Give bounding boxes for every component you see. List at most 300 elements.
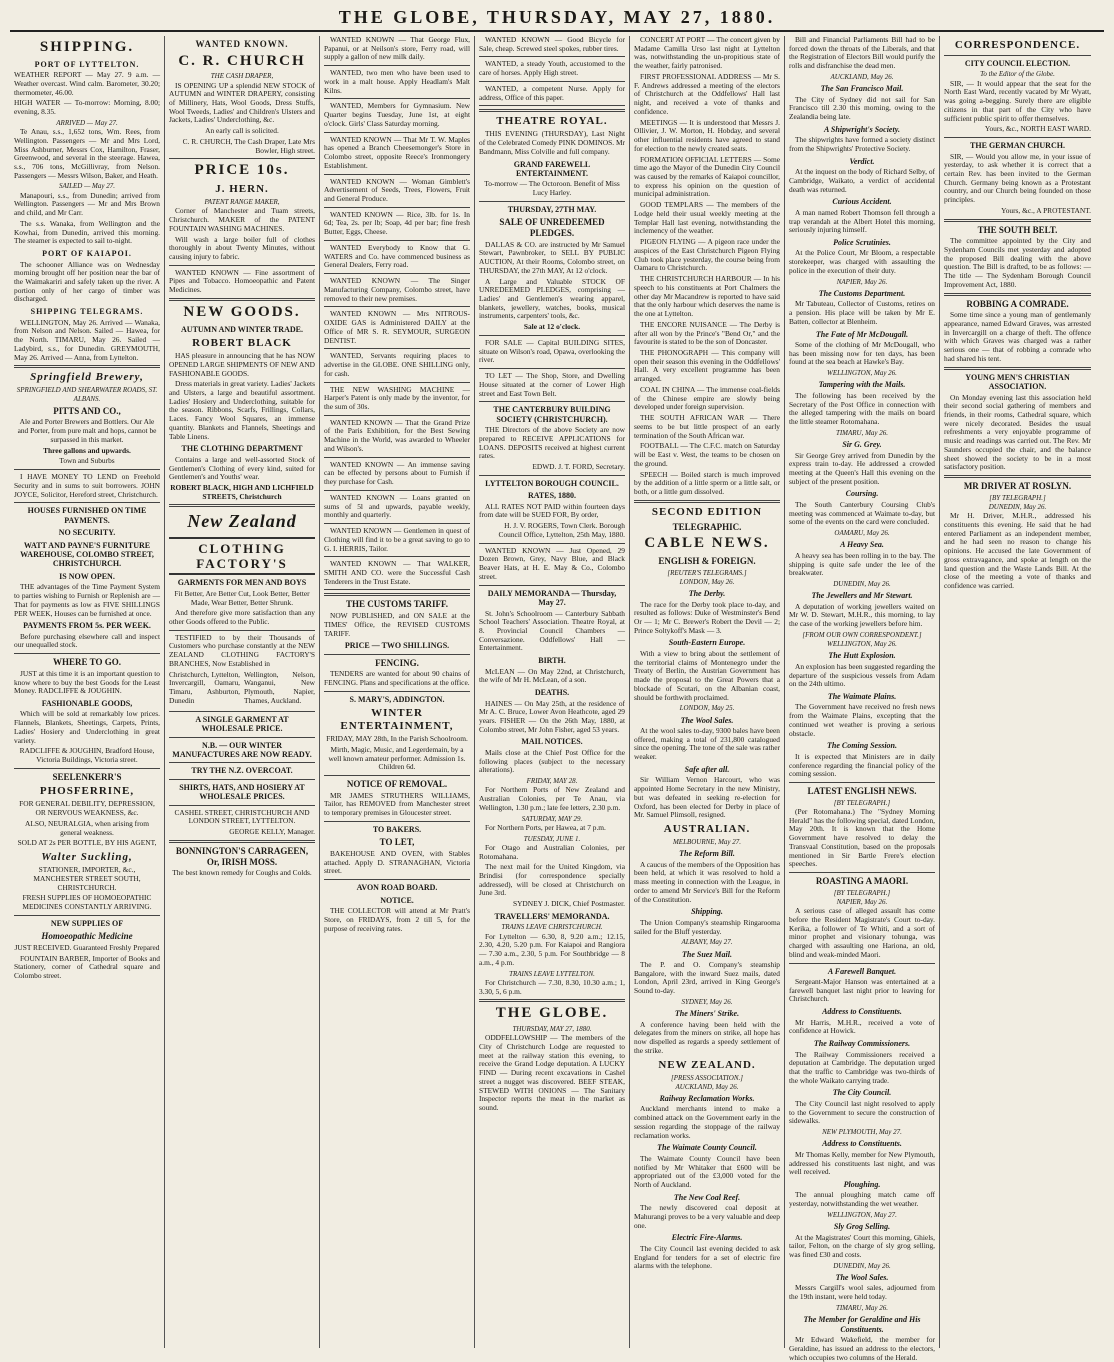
police-heading: Police Scrutinies. bbox=[833, 238, 891, 248]
news-para-7: THE ENCORE NUISANCE — The Derby is after all won by the Prince's "Bend Or," and the favourite is stated to be the son of Doncaster. bbox=[634, 319, 780, 347]
col3-wanted-ad: THE NEW WASHING MACHINE — Harper's Patent is only made by the inventor, for the sum of 30s. bbox=[324, 384, 470, 411]
constit-heading: Address to Constituents. bbox=[822, 1139, 902, 1149]
own-corr: [FROM OUR OWN CORRESPONDENT.] bbox=[802, 630, 922, 639]
deaths-text: HAINES — On May 25th, at the residence of Mr A. C. Bruce, Lower Avon Heathcote, aged 29 years. FISHER — On the 26th May, 1880, at Colombo street, Mr John Fisher, aged 53 years. bbox=[479, 698, 625, 734]
derby-text: The race for the Derby took place to-day, and resulted as follows: Duke of Westminster's Bend Or — 1; Mr C. Brewer's Robert the Devil — 2; Prince Soltykoff's Mask — 3. bbox=[634, 599, 780, 635]
auckland26-date: AUCKLAND, May 26. bbox=[830, 72, 894, 81]
english-heading: ENGLISH & FOREIGN. bbox=[658, 555, 756, 566]
grey-heading: Sir G. Grey. bbox=[842, 440, 882, 450]
tuesday-heading: TUESDAY, JUNE 1. bbox=[523, 834, 581, 843]
southbelt-text: The committee appointed by the City and Sydenham Councils met yesterday and adopted the proposed Bill dealing with the above question. The Bill is drafted, to be as follows: — The title — The Sydenham Borough Council Improvement Act, 1880. bbox=[944, 236, 1091, 289]
church-heading: C. R. CHURCH bbox=[178, 52, 306, 69]
railway-heading: Railway Reclamation Works. bbox=[659, 1094, 755, 1103]
column-4 bbox=[475, 36, 630, 1348]
welly-nz-date: WELLINGTON, May 26. bbox=[827, 640, 897, 649]
church-text: IS OPENING UP a splendid NEW STOCK of AUTUMN and WINTER DRAPERY, consisting of Millinery, Hats, Wool Goods, Dress Stuffs, Wool Tweeds, Ladies' and Children's Ulsters and Jackets, Ladies' Underclothing, &c. bbox=[169, 80, 315, 125]
news-para-9: COAL IN CHINA — The immense coal-fields of the Chinese empire are slowly being developed under foreign supervision. bbox=[634, 384, 780, 412]
heavy-text: A heavy sea has been rolling in to the bay. The shipping is quite safe under the lee of the breakwater. bbox=[789, 550, 935, 578]
cashel-address: CASHEL STREET, CHRISTCHURCH AND LONDON STREET, LYTTELTON. bbox=[174, 807, 310, 826]
bonnington-heading: BONNINGTON'S CARRAGEEN, Or, IRISH MOSS. bbox=[175, 845, 309, 867]
testified-text: TESTIFIED to by their Thousands of Customers who purchase constantly at the NEW ZEALAND CLOTHING FACTORY'S BRANCHES, Now Established in bbox=[169, 632, 315, 668]
lyttelton-trains-text: For Christchurch — 7.30, 8.30, 10.30 a.m.; 1, 3.30, 5, 6 p.m. bbox=[479, 977, 625, 996]
grand-heading: GRAND FAREWELL ENTERTAINMENT. bbox=[513, 159, 591, 179]
sites-ad: FOR SALE — Capital BUILDING SITES, situate on Wilson's road, Opawa, overlooking the river. bbox=[479, 337, 625, 365]
news-para-12: SPEECH — Boiled starch is much improved by the addition of a little sperm or a little salt, or both, or a little gum dissolved. bbox=[634, 469, 780, 496]
sailed-heading: SAILED — May 27. bbox=[59, 182, 115, 191]
north-east-sign: Yours, &c., NORTH EAST WARD. bbox=[984, 124, 1091, 134]
bakers-heading: TO BAKERS. bbox=[372, 824, 422, 834]
column-1 bbox=[10, 36, 165, 1348]
robbing-heading: ROBBING A COMRADE. bbox=[966, 298, 1069, 309]
roslyn-heading: MR DRIVER AT ROSLYN. bbox=[963, 481, 1072, 492]
london-date: LONDON, May 26. bbox=[679, 577, 735, 586]
col4-wanted-ad: WANTED, a competent Nurse. Apply for address, Office of this paper. bbox=[479, 83, 625, 102]
coal-text: The newly discovered coal deposit at Mahurangi proves to be a very valuable and deep one. bbox=[634, 1203, 780, 1230]
second-edition-heading: SECOND EDITION bbox=[651, 505, 763, 518]
news-para-3: FORMATION OFFICIAL LETTERS — Some time ago the Mayor of the Dunedin City Council was caused by the remarks of Kaiapoi councillor, to express his opinion on the question of municipal administration. bbox=[634, 154, 780, 199]
port-heading: PORT OF LYTTELTON. bbox=[34, 59, 140, 69]
protestant-sign: Yours, &c., A PROTESTANT. bbox=[1001, 205, 1091, 215]
latest-heading: LATEST ENGLISH NEWS. bbox=[807, 786, 917, 797]
masthead: THE GLOBE, THURSDAY, MAY 27, 1880. bbox=[10, 4, 1104, 32]
gallons: Three gallons and upwards. bbox=[43, 445, 131, 455]
town-suburbs: Town and Suburbs bbox=[59, 456, 115, 466]
black-address: ROBERT BLACK, HIGH AND LICHFIELD STREETS, Christchurch bbox=[170, 483, 314, 501]
railway-comm-heading: The Railway Commissioners. bbox=[813, 1039, 911, 1049]
telegrams-heading: SHIPPING TELEGRAMS. bbox=[30, 307, 144, 317]
news-para-2: MEETINGS — It is understood that Messrs J. Ollivier, J. W. Morton, H. Hobday, and several other influential residents have agreed to stand for election to the newly created seats. bbox=[634, 117, 780, 153]
security: NO SECURITY. bbox=[58, 528, 116, 538]
black-heading: ROBERT BLACK bbox=[192, 337, 292, 350]
col3-wanted-ad: WANTED KNOWN — That Mr T. W. Maples has opened a Branch Cheesemonger's Store in Colombo street, opposite Reece's Ironmongery Establishment. bbox=[324, 134, 470, 170]
nz-heading: New Zealand bbox=[187, 511, 297, 532]
southbelt-heading: THE SOUTH BELT. bbox=[977, 224, 1058, 235]
fencing-heading: FENCING. bbox=[375, 657, 419, 668]
removal-heading: NOTICE OF REMOVAL. bbox=[346, 779, 448, 790]
news-para-5: PIGEON FLYING — A pigeon race under the auspices of the East Christchurch Pigeon Flying Club took place yesterday, the course being from Oamaru to Christchurch. bbox=[634, 237, 780, 273]
explosion-heading: The Hutt Explosion. bbox=[828, 651, 896, 661]
railway-text: Auckland merchants intend to make a combined attack on the Government early in the session regarding the stoppage of the railway reclamation works. bbox=[634, 1104, 780, 1140]
explosion-text: An explosion has been suggested regarding the departure of the suspicious vessels from Adam on the 24th ultimo. bbox=[789, 661, 935, 689]
friday-text: FRIDAY, MAY 28th, In the Parish Schoolroom. bbox=[326, 734, 468, 744]
autumn-heading: AUTUMN AND WINTER TRADE. bbox=[181, 324, 303, 334]
tides: HIGH WATER — To-morrow: Morning, 8.00; evening, 8.35. bbox=[14, 98, 160, 117]
mails-heading: Tampering with the Mails. bbox=[818, 380, 906, 390]
dunedin-date: DUNEDIN, May 26. bbox=[833, 1261, 891, 1270]
saturday-heading: SATURDAY, MAY 29. bbox=[521, 814, 583, 823]
customs-dept-heading: The Customs Department. bbox=[818, 288, 906, 298]
shipping2-heading: Shipping. bbox=[691, 907, 723, 917]
col3-wanted-ad: WANTED, Servants requiring places to advertise in the GLOBE. ONE SHILLING only, for cash. bbox=[324, 351, 470, 378]
election-text: SIR, — It would appear that the seat for the North East Ward, recently vacated by Mr Wyatt, was going a-begging. Surely there are eligible citizens in that part of the City who have sufficient public spirit to offer themselves. bbox=[944, 78, 1091, 123]
constit-text: Mr Thomas Kelly, member for New Plymouth, addressed his constituents last night, and was well received. bbox=[789, 1149, 935, 1177]
press-tag: [PRESS ASSOCIATION.] bbox=[671, 1073, 743, 1082]
bill-text: Bill and Financial Parliaments Bill had to be forced down the throats of the Liberals, and that the Registration of Electors Bill would purify the rolls and disfranchise the dead men. bbox=[789, 35, 935, 71]
arrived-heading: ARRIVED — May 27. bbox=[56, 118, 118, 127]
column-2 bbox=[165, 36, 320, 1348]
waimate-pl-heading: The Waimate Plains. bbox=[827, 692, 897, 701]
col4-wanted-ad: WANTED, a steady Youth, accustomed to the care of horses. Apply High street. bbox=[479, 59, 625, 78]
plymouth-date: NEW PLYMOUTH, May 27. bbox=[822, 1128, 902, 1137]
wool-heading: The Wool Sales. bbox=[680, 715, 734, 725]
session-text: It is expected that Ministers are in daily conference regarding the financial policy of the coming session. bbox=[789, 751, 935, 779]
fire-text: The City Council last evening decided to ask England for tenders for a set of electric fire alarms with the telephone. bbox=[634, 1243, 780, 1271]
watt-heading: WATT AND PAYNE'S FURNITURE WAREHOUSE, COLOMBO STREET, CHRISTCHURCH. bbox=[20, 540, 154, 569]
cable-heading: CABLE NEWS. bbox=[644, 535, 770, 552]
friday-mail-heading: FRIDAY, MAY 28. bbox=[526, 777, 578, 786]
column-3 bbox=[320, 36, 475, 1348]
wool-text: At the wool sales to-day, 9300 bales have been offered, making a total of 231,800 catalogued since the opening. The tone of the sale was rather weaker. bbox=[634, 726, 780, 762]
towns-list-2: Wellington, Nelson, Wanganui, New Plymouth, Napier, Thames, Auckland. bbox=[244, 669, 315, 705]
waimate-pl-text: The Government have received no fresh news from the Waimate Plains, excepting that the continued wet weather is proving a serious obstacle. bbox=[789, 702, 935, 738]
roasting-text: A serious case of alleged assault has come before the Resident Magistrate's Court to-day. Kerika, a follower of Te Whiti, and a sort of minor prophet and visionary tohunga, was charged with assaulting one Hariona, an old, blind and weak-minded Maori. bbox=[789, 906, 935, 959]
member-text: Mr Edward Wakefield, the member for Geraldine, has issued an address to the electors, which occupies two columns of the Herald. bbox=[789, 1335, 935, 1362]
where-heading: WHERE TO GO. bbox=[53, 657, 121, 668]
friday-detail: Mirth, Magic, Music, and Legerdemain, by a well known amateur performer. Admission 1s. Children 6d. bbox=[328, 744, 466, 772]
europe-heading: South-Eastern Europe. bbox=[668, 638, 746, 648]
verdict-heading: Verdict. bbox=[849, 156, 875, 166]
news-para-11: FOOTBALL — The C.F.C. match on Saturday will be East v. West, the teams to be chosen on the ground. bbox=[634, 441, 780, 468]
canterbury-heading: THE CANTERBURY BUILDING SOCIETY (CHRISTCHURCH). bbox=[493, 405, 611, 424]
plough-heading: Ploughing. bbox=[843, 1179, 881, 1189]
waimate-heading: The Waimate County Council. bbox=[657, 1143, 757, 1153]
draper-sub: THE CASH DRAPER, bbox=[210, 72, 274, 81]
theatre-heading: THEATRE ROYAL. bbox=[496, 115, 608, 128]
jewellers-text: A deputation of working jewellers waited on Mr W. D. Stewart, M.H.R., this morning, to lay the case of the working jewellers before him. bbox=[789, 601, 935, 629]
kaiapoi-heading: PORT OF KAIAPOI. bbox=[42, 249, 132, 259]
safe-text: Sir William Vernon Harcourt, who was appointed Home Secretary in the new Ministry, but was defeated in seeking re-election for Oxford, has been elected for Derby in place of Mr. Samuel Plimsoll, resigned. bbox=[634, 775, 780, 820]
dick-postmaster: SYDNEY J. DICK, Chief Postmaster. bbox=[512, 899, 625, 909]
early-call: An early call is solicited. bbox=[205, 126, 279, 136]
globe-date: THURSDAY, MAY 27, 1880. bbox=[512, 1024, 592, 1033]
col4-ads-list bbox=[479, 36, 625, 106]
theatre-text: THIS EVENING (THURSDAY), Last Night of the Celebrated Comedy PINK DOMINOS. Mr Bandmann, Miss Colville and full company. bbox=[479, 129, 625, 156]
police-text: At the Police Court, Mr Bloom, a respectable storekeeper, was charged with assaulting the police in the execution of their duty. bbox=[789, 248, 935, 275]
hern-text: Corner of Manchester and Tuam streets, Christchurch. MAKER of the PATENT FOUNTAIN WASHING MACHINES. bbox=[169, 206, 315, 233]
news-para-4: GOOD TEMPLARS — The members of the Lodge held their usual weekly meeting at the Templar Hall last evening, notwithstanding the inclemency of the weather. bbox=[634, 200, 780, 236]
coursing-heading: Coursing. bbox=[845, 489, 879, 499]
derby-heading: The Derby. bbox=[688, 589, 726, 599]
fit-list: Fit Better, Are Better Cut, Look Better, Better Made, Wear Better, Better Shrunk. bbox=[174, 588, 310, 607]
auckland-date: AUCKLAND, May 26. bbox=[675, 1082, 739, 1091]
customs-dept-text: Mr Tabuteau, Collector of Customs, retires on a pension. His place will be taken by Mr E. Batten, collector at Blenheim. bbox=[789, 299, 935, 326]
reform-text: A caucus of the members of the Opposition has been held, at which it was resolved to hold a mass meeting in connection with the League, in order to amend Mr Service's Bill for the Reform of the Constitution. bbox=[634, 859, 780, 904]
ymca-heading: YOUNG MEN'S CHRISTIAN ASSOCIATION. bbox=[965, 372, 1070, 392]
verdict-text: At the inquest on the body of Richard Selby, of Cambridge, Waikato, a verdict of accidental death was returned. bbox=[789, 167, 935, 194]
news-para-10: THE SOUTH AFRICAN WAR — There seems to be but little prospect of an early termination of the South African war. bbox=[634, 413, 780, 440]
deaths-heading: DEATHS. bbox=[534, 688, 570, 698]
suez-heading: The Suez Mail. bbox=[681, 949, 732, 959]
address-heading: Address to Constituents. bbox=[822, 1007, 902, 1017]
council-heading: The City Council. bbox=[832, 1088, 892, 1098]
europe-text: With a view to bring about the settlement of the territorial claims of Montenegro under the Treaty of Berlin, the Austrian Government has made the proposal to the Great Powers that a blockade of Scutari, on the Albanian coast, should be forthwith proclaimed. bbox=[634, 648, 780, 702]
customs-heading: THE CUSTOMS TARIFF. bbox=[346, 599, 448, 610]
timaru-date: TIMARU, May 26. bbox=[835, 1303, 889, 1312]
col3-wanted-ad: WANTED KNOWN — That the Grand Prize of the Paris Exhibition, for the Best Sewing Machine in the World, was awarded to Wheeler and Wilson's. bbox=[324, 417, 470, 453]
wanted-hats: WANTED KNOWN — Just Opened, 29 Dozen Brown, Grey, Navy Blue, and Black Beaver Hats, at H. E. May & Co., Colombo street. bbox=[479, 545, 625, 581]
news-para-6: THE CHRISTCHURCH HARBOUR — In his speech to his constituents at Port Chalmers the other day Mr Macandrew is reported to have said that the only harbour which deserves the name is the one at Lyttelton. bbox=[634, 274, 780, 319]
roslyn-by: [BY TELEGRAPH.] bbox=[989, 493, 1046, 502]
welly26-date: WELLINGTON, May 26. bbox=[827, 369, 897, 378]
telegraphic-heading: TELEGRAPHIC. bbox=[672, 521, 742, 532]
fit-text: And therefore give more satisfaction than any other Goods offered to the Public. bbox=[169, 608, 315, 627]
timaru26-date: TIMARU, May 26. bbox=[835, 428, 889, 437]
ford-secretary: EDWD. J. T. FORD, Secretary. bbox=[532, 462, 625, 472]
news-para-8: THE PHONOGRAPH — This company will open their season this evening in the Oddfellows' Hall. A very excellent programme has been arranged. bbox=[634, 347, 780, 384]
mcdougall-text: Some of the clothing of Mr McDougall, who has been missing now for ten days, has been found at the sea beach at Hawke's Bay. bbox=[789, 339, 935, 367]
customs-text: NOW PUBLISHED, and ON SALE at the TIMES' Office, the REVISED CUSTOMS TARIFF. bbox=[324, 611, 470, 638]
pitts-heading: PITTS AND CO., bbox=[53, 405, 121, 416]
sold-text: SOLD AT 2s PER BOTTLE, BY HIS AGENT, bbox=[17, 838, 157, 848]
roasting-by: [BY TELEGRAPH.] bbox=[833, 888, 891, 897]
miners-heading: The Miners' Strike. bbox=[674, 1009, 740, 1019]
brewery-sub: SPRINGFIELD AND SHEARWATER ROADS, ST. ALBANS. bbox=[16, 386, 158, 403]
rates-text: ALL RATES NOT PAID within fourteen days from date will be SUED FOR, By order, bbox=[479, 501, 625, 520]
seel-heading: SEELENKERR'S bbox=[52, 771, 122, 782]
oamaru-date: OAMARU, May 26. bbox=[834, 529, 890, 538]
shirts-heading: SHIRTS, HATS, AND HOSIERY AT WHOLESALE PRICES. bbox=[179, 782, 305, 802]
memoranda-heading: DAILY MEMORANDA — Thursday, May 27. bbox=[487, 588, 617, 608]
joyce-ad: I HAVE MONEY TO LEND on Freehold Security and in sums to suit borrowers. JOHN JOYCE, Solicitor, Hereford street, Christchurch. bbox=[14, 472, 160, 499]
col4-wanted-ad: WANTED KNOWN — Good Bicycle for Sale, cheap. Screwed steel spokes, rubber tires. bbox=[479, 35, 625, 53]
fire-heading: Electric Fire-Alarms. bbox=[671, 1233, 743, 1243]
col3-wanted-ad: WANTED KNOWN — That George Flux, Papanui, or at Neilson's store, Ferry road, will supply a gallon of new milk daily. bbox=[324, 35, 470, 62]
newzealand-heading: NEW ZEALAND. bbox=[658, 1058, 756, 1071]
farewell-heading: A Farewell Banquet. bbox=[827, 966, 897, 976]
factory-heading: CLOTHING FACTORY'S bbox=[169, 537, 315, 576]
column-7 bbox=[940, 36, 1095, 1348]
bakehouse-text: BAKEHOUSE AND OVEN, with Stables attached. Apply D. STRANAGHAN, Victoria street. bbox=[324, 848, 470, 876]
marys-heading: S. MARY'S, ADDINGTON. bbox=[349, 694, 445, 704]
tuesday-text: For Otago and Australian Colonies, per Rotomahana. bbox=[479, 842, 625, 861]
fashion-text: Which will be sold at remarkably low prices. Flannels, Blankets, Sheetings, Carpets, Prints, Ladies' Hosiery and Underclothing in great variety. bbox=[14, 709, 160, 745]
coursing-text: The South Canterbury Coursing Club's meeting was commenced at Waimate to-day, but some of the events on the card were concluded. bbox=[789, 499, 935, 527]
black-text: HAS pleasure in announcing that he has NOW OPENED LARGE SHIPMENTS OF NEW AND FASHIONABLE GOODS. bbox=[169, 351, 315, 378]
sly-text: At the Magistrates' Court this morning, Ghiels, tailor, Felton, on the charge of sly grog selling, was fined £30 and costs. bbox=[789, 1232, 935, 1260]
towns-list-1: Christchurch, Lyttelton, Invercargill, Oamaru, Timaru, Ashburton, Dunedin bbox=[169, 669, 240, 705]
german-text: SIR, — Would you allow me, in your issue of yesterday, to ask whether it is correct that a certain Rev. has been invited to the German Church. Germany being known as a Protestant country, and our Church being founded on those principles. bbox=[944, 151, 1091, 205]
shipping-heading: SHIPPING. bbox=[39, 39, 135, 55]
birth-text: McLEAN — On May 22nd, at Christchurch, the wife of Mr H. McLean, of a son. bbox=[479, 666, 625, 685]
melbourne-date: MELBOURNE, May 27. bbox=[672, 838, 742, 847]
week-heading: PAYMENTS FROM 5s. PER WEEK. bbox=[23, 621, 151, 631]
kaiapoi-text: The schooner Alliance was on Wednesday morning brought off her position near the bar of the Waimakariri and safely taken up the river. A portion only of her cargo of timber was discharged. bbox=[14, 259, 160, 304]
election-heading: CITY COUNCIL ELECTION. bbox=[964, 58, 1071, 68]
borough-heading: LYTTELTON BOROUGH COUNCIL. bbox=[485, 478, 619, 488]
plough-text: The annual ploughing match came off yesterday, notwithstanding the wet weather. bbox=[789, 1190, 935, 1209]
to-editor-1: To the Editor of the Globe. bbox=[980, 70, 1055, 79]
hern-text-2: Will wash a large boiler full of clothes thoroughly in about Twenty Minutes, without causing injury to fabric. bbox=[169, 234, 315, 261]
rates-heading: RATES, 1880. bbox=[527, 491, 577, 501]
sale-time: Sale at 12 o'clock. bbox=[523, 322, 581, 332]
fountain-text: FOUNTAIN BARBER, Importer of Books and Stationery, corner of Cathedral square and Colombo street. bbox=[14, 953, 160, 980]
fashion-heading: FASHIONABLE GOODS, bbox=[41, 699, 133, 708]
mcdougall-heading: The Fate of Mr McDougall. bbox=[815, 329, 909, 339]
albany-date: ALBANY, May 27. bbox=[681, 938, 733, 947]
birth-heading: BIRTH. bbox=[538, 656, 566, 666]
wool-sale-text: Messrs Cargill's wool sales, adjourned from the 19th instant, were held today. bbox=[789, 1283, 935, 1302]
welly-date: WELLINGTON, May 27. bbox=[827, 1210, 897, 1219]
suez-text: The P. and O. Company's steamship Bangalore, with the inward Suez mails, dated London, April 23rd, arrived in King George's Sound to-day. bbox=[634, 959, 780, 996]
tolet-ad: TO LET — The Shop, Store, and Dwelling House situated at the corner of Lower High street and East Town Belt. bbox=[479, 371, 625, 398]
col3-wanted-ad: WANTED KNOWN — Rice, 3lb. for 1s. In 6d; Tea, 2s. per lb; Soap, 4d per bar; fine fresh Butter, Eggs, Cheese. bbox=[324, 209, 470, 237]
roslyn-text: Mr H. Driver, M.H.R., addressed his constituents this evening. He said that he had entered Parliament as an independent member, and he had seen no reason to change his opinions. He accused the late Government of gross extravagance, and spoke at length on the land question and the Waste Lands Bill. At the close of the meeting a vote of thanks and confidence was carried. bbox=[944, 511, 1091, 591]
reuter-tag: [REUTER'S TELEGRAMS.] bbox=[667, 568, 747, 577]
safe-heading: Safe after all. bbox=[684, 764, 730, 774]
council-text: The City Council last night resolved to apply to the Government to secure the construction of sidewalks. bbox=[789, 1098, 935, 1126]
travellers-heading: TRAVELLERS' MEMORANDA. bbox=[494, 911, 610, 921]
new-supplies: NEW SUPPLIES OF bbox=[50, 918, 124, 928]
weather-report: WEATHER REPORT — May 27. 9 a.m. — Weather overcast. Wind calm. Barometer, 30.20; thermometer, 46.00. bbox=[14, 70, 160, 97]
german-heading: THE GERMAN CHURCH. bbox=[970, 141, 1065, 151]
columns bbox=[10, 35, 1104, 1362]
hern-heading: J. HERN. bbox=[215, 183, 269, 196]
ymca-text: On Monday evening last this association held their second social gathering of members and friends, in their rooms, Cathedral square, which were nicely decorated. Besides the usual refreshments a very enjoyable programme of music and readings was carried out. The Rev. Mr Saunders occupied the chair, and the balance sheet showed the society to be in a most satisfactory position. bbox=[944, 392, 1091, 472]
winter-heading: WINTER ENTERTAINMENT, bbox=[340, 707, 454, 733]
thursday-heading: THURSDAY, 27TH MAY. bbox=[507, 204, 597, 214]
globe-text: ODDFELLOWSHIP — The members of the City of Christchurch Lodge are requested to meet at the railway station this evening, to receive the Grand Lodge deputation. A LUCKY FIND — During recent excavations in Cashel street a nugget was discovered. BEEF STEAK, STEWED WITH ONIONS — The Sanitary Inspector reports the meat in the market as sound. bbox=[479, 1033, 625, 1113]
telegrams-text: WELLINGTON, May 26. Arrived — Wanaka, from Nelson and Nelson. Sailed — Hawea, for the North. TIMARU, May 26. Sailed — Ladybird, s.s., for Dunedin. GREYMOUTH, May 26. Arrived — Anna, from Lyttelton. bbox=[14, 317, 160, 362]
accident-heading: Curious Accident. bbox=[832, 197, 892, 207]
shipping2-text: The Union Company's steamship Ringarooma sailed for the Bluff yesterday. bbox=[634, 917, 780, 936]
correspondence-heading: CORRESPONDENCE. bbox=[954, 39, 1081, 51]
globe-heading: THE GLOBE. bbox=[495, 1005, 609, 1022]
sydney-date: SYDNEY, May 26. bbox=[681, 997, 733, 1006]
reform-heading: The Reform Bill. bbox=[679, 849, 735, 859]
kelly-manager: GEORGE KELLY, Manager. bbox=[229, 827, 315, 837]
garments-heading: GARMENTS FOR MEN AND BOYS bbox=[177, 578, 307, 588]
column-5 bbox=[630, 36, 785, 1348]
phos-text: ALSO, NEURALGIA, when arising from general weakness. bbox=[25, 818, 149, 837]
col3-wanted-ad: WANTED, two men who have been used to work in a malt house. Apply Headlam's Malt Kilns. bbox=[324, 68, 470, 95]
open-heading: IS NOW OPEN. bbox=[59, 571, 115, 581]
concert-para: CONCERT AT PORT — The concert given by Madame Camilla Urso last night at Lyttelton was, notwithstanding the un-propitious state of the weather, fairly patronised. bbox=[634, 35, 780, 71]
newgoods-heading: NEW GOODS. bbox=[183, 303, 301, 320]
sailed-text: Manapouri, s.s., from Dunedin; arrived from Wellington. Passengers — Mr and Mrs Brown and child, and Mr Carr. bbox=[14, 190, 160, 218]
col3-wanted-ad: WANTED KNOWN — Mrs NITROUS-OXIDE GAS is Administered DAILY at the Office of MR S. R. SEYMOUR, SURGEON DENTIST. bbox=[324, 309, 470, 345]
patent-sub: PATENT RANGE MAKER, bbox=[204, 198, 280, 207]
suckling-address: STATIONER, IMPORTER, &c., MANCHESTER STREET SOUTH, CHRISTCHURCH. bbox=[33, 865, 141, 892]
clothing-heading: THE CLOTHING DEPARTMENT bbox=[181, 444, 303, 454]
roslyn-place: DUNEDIN, May 26. bbox=[988, 503, 1047, 512]
col3-wanted-ad: WANTED KNOWN — The Singer Manufacturing Company, Colombo street, have removed to their new premises. bbox=[324, 276, 470, 303]
cash-draper: C. R. CHURCH, The Cash Draper, Late Mrs Bowler, High street. bbox=[182, 136, 315, 155]
mail-note: The next mail for the United Kingdom, via Brindisi (for correspondence specially addressed), will be closed at Christchurch on June 3rd. bbox=[479, 862, 625, 898]
trains-heading: TRAINS LEAVE CHRISTCHURCH. bbox=[501, 923, 603, 932]
coal-heading: The New Coal Reef. bbox=[673, 1192, 741, 1202]
try-heading: TRY THE N.Z. OVERCOAT. bbox=[191, 766, 293, 776]
heavy-heading: A Heavy Sea. bbox=[840, 540, 884, 550]
address-text: Mr Harris, M.H.R., received a vote of confidence at Howick. bbox=[789, 1017, 935, 1036]
napier-date: NAPIER, May 26. bbox=[836, 277, 888, 286]
sf-heading: The San Francisco Mail. bbox=[820, 84, 904, 94]
session-heading: The Coming Session. bbox=[826, 741, 897, 751]
let-heading: TO LET, bbox=[379, 837, 415, 848]
single-garment: A SINGLE GARMENT AT WHOLESALE PRICE. bbox=[195, 714, 289, 734]
moss-text: The best known remedy for Coughs and Colds. bbox=[172, 868, 312, 878]
wool-sale-heading: The Wool Sales. bbox=[835, 1273, 889, 1283]
pitts-text: Ale and Porter Brewers and Bottlers. Our Ale and Porter, from pure malt and hops, cannot be surpassed in this market. bbox=[17, 417, 157, 444]
ship-text: The shipwrights have formed a society distinct from the Shipwrights' Protective Society. bbox=[789, 135, 935, 153]
week-text: Before purchasing elsewhere call and inspect our unequalled stock. bbox=[14, 631, 160, 650]
london25-date: LONDON, May 25. bbox=[679, 704, 735, 713]
accident-text: A man named Robert Thomson fell through a trap verandah at the Albert Hotel this morning, seriously injuring himself. bbox=[789, 207, 935, 235]
col3-wanted-ad: WANTED KNOWN — Woman Gimblett's Advertisement of Seeds, Trees, Flowers, Fruit and General Produce. bbox=[324, 176, 470, 204]
fencing-text: TENDERS are wanted for about 90 chains of FENCING. Plans and specifications at the office. bbox=[324, 669, 470, 688]
brewery-heading: Springfield Brewery, bbox=[30, 371, 144, 384]
wanted-pipes: WANTED KNOWN — Fine assortment of Pipes and Tobacco. Homoeopathic and Patent Medicines. bbox=[169, 267, 315, 295]
price-heading: PRICE 10s. bbox=[194, 162, 290, 179]
price-two: PRICE — TWO SHILLINGS. bbox=[344, 641, 450, 651]
nb-heading: N.B. — OUR WINTER MANUFACTURES ARE NOW READY. bbox=[172, 740, 312, 759]
sly-heading: Sly Grog Selling. bbox=[833, 1222, 891, 1232]
lyttelton-trains-heading: TRAINS LEAVE LYTTELTON. bbox=[509, 969, 595, 978]
dunedin26-date: DUNEDIN, May 26. bbox=[833, 579, 891, 588]
dallas-text: DALLAS & CO. are instructed by Mr Samuel Stewart, Pawnbroker, to SELL BY PUBLIC AUCTION, At their Rooms, Colombo street, on THURSDAY, the 27th MAY, At 12 o'clock. bbox=[479, 239, 625, 275]
australian-heading: AUSTRALIAN. bbox=[663, 823, 751, 836]
wellington-text: The s.s. Wanaka, from Wellington and the Kowhai, from Dunedin, arrived this morning. The steamer is expected to sail to-night. bbox=[14, 218, 160, 246]
by-tel: [BY TELEGRAPH.] bbox=[833, 798, 891, 807]
news-para-1: FIRST PROFESSIONAL ADDRESS — Mr S. F. Andrews addressed a meeting of the electors of Christchurch at the Oddfellows' Hall last night, and received a vote of thanks and confidence. bbox=[634, 71, 780, 116]
tomorrow-text: To-morrow — The Octoroon. Benefit of Miss Lucy Harley. bbox=[484, 179, 620, 198]
furnish-text: THE advantages of the Time Payment System to parties wishing to Furnish or Replenish are — That for payments as low as FIVE SHILLINGS PER WEEK, Houses can be furnished at once. bbox=[14, 582, 160, 618]
waimate-text: The Waimate County Council have been notified by Mr Whitaker that £600 will be appropriated out of the £3,000 voted for the North of Auckland. bbox=[634, 1153, 780, 1190]
wanted-heading: WANTED KNOWN. bbox=[195, 39, 289, 49]
avon-heading: AVON ROAD BOARD. bbox=[356, 883, 438, 893]
mail-text: Mails close at the Chief Post Office for the following places (subject to the necessary alterations). bbox=[479, 747, 625, 775]
jewellers-heading: The Jewellers and Mr Stewart. bbox=[811, 591, 913, 601]
grey-text: Sir George Grey arrived from Dunedin by the express train to-day. He addressed a crowded meeting at the Queen's Hall this evening on the subject of the present position. bbox=[789, 450, 935, 486]
dallas-detail: A Large and Valuable STOCK OF UNREDEEMED PLEDGES, comprising — Ladies' and Gentlemen's wearing apparel, blankets, jewellery, watches, books, musical instruments, carpenters' tools, &c. bbox=[479, 276, 625, 321]
trains-text: For Lyttelton — 6.30, 8, 9.20 a.m.; 12.15, 2.30, 4.20, 5.20 p.m. For Kaiapoi and Rangiora — 7.30 a.m., 2.30, 5 p.m. For Southbridge — 8 a.m., 4 p.m. bbox=[479, 931, 625, 967]
latest-text: (Per Rotomahana.) The "Sydney Morning Herald" has the following special, dated London, May 20th. It is known that the Home Government have resolved to delay the Transvaal Constitution, based on the proposals mentioned in Sir Bartle Frere's election speeches. bbox=[789, 806, 935, 869]
col3-wanted-ad: WANTED KNOWN — An immense saving can be effected by persons about to Furnish if they purchase for Cash. bbox=[324, 459, 470, 487]
col3-wanted-ad: WANTED KNOWN — Gentlemen in quest of Clothing will find it to be a great saving to go to G. I. HERRIS, Tailor. bbox=[324, 526, 470, 553]
col3-ads-list bbox=[324, 36, 470, 590]
member-heading: The Member for Geraldine and His Constituents. bbox=[803, 1315, 921, 1334]
received-text: JUST RECEIVED. Guaranteed Freshly Prepared bbox=[14, 942, 160, 952]
col3-wanted-ad: WANTED, Members for Gymnasium. New Quarter begins Tuesday, June 1st, at eight o'clock. Girls' Class Saturday morning. bbox=[324, 101, 470, 128]
mail-heading: MAIL NOTICES. bbox=[521, 737, 583, 747]
saturday-text: For Northern Ports, per Hawea, at 7 p.m. bbox=[485, 822, 606, 832]
col3-wanted-ad: WANTED Everybody to Know that G. WATERS and Co. have commenced business as General Dealers, Ferry road. bbox=[324, 242, 470, 270]
notice-heading: NOTICE. bbox=[380, 895, 414, 905]
rogers-clerk: H. J. V. ROGERS, Town Clerk. Borough Council Office, Lyttelton, 25th May, 1880. bbox=[498, 521, 625, 539]
miners-text: A conference having been held with the delegates from the miners on strike, all hope has now dispelled as regards a speedy settlement of the strike. bbox=[634, 1019, 780, 1055]
black-list: Dress materials in great variety. Ladies' Jackets and Ulsters, a large and beautiful assortment. Ladies' Hosiery and Underclothing, suitable for the season. Ribbons, Scarfs, Frillings, Collars, Laces. Fancy Wool Squares, an immense quantity. Blankets and Flannels, Sheetings and Table Linens. bbox=[169, 379, 315, 441]
col3-wanted-ad: WANTED KNOWN — Loans granted on sums of 5l and upwards, payable weekly, monthly and quarterly. bbox=[324, 492, 470, 520]
homoeo-heading: Homoeopathic Medicine bbox=[41, 931, 133, 942]
mails-text: The following has been received by the Secretary of the Post Office in connection with the alleged tampering with the mails on board the little steamer Rotomahana. bbox=[789, 390, 935, 427]
ship-heading: A Shipwright's Society. bbox=[824, 124, 900, 134]
robbing-text: Some time since a young man of gentlemanly appearance, named Edward Graves, was arrested in Invercargill on a charge of theft. The offence with which Graves was charged was a rather serious one — that of robbing a comrade who had shared his tent. bbox=[944, 310, 1091, 363]
clothing-text: Contains a large and well-assorted Stock of Gentlemen's Clothing of every kind, suited for Gentlemen's and Youths' wear. bbox=[169, 454, 315, 482]
arrived-text: Te Anau, s.s., 1,652 tons, Wm. Rees, from Wellington. Passengers — Mr and Mrs Lord, Miss Ashburner, Messrs Cox, Hamilton, Fraser, Greenwood, and several in the steerage. Hawea, s.s., 706 tons, McGillivray, from Nelson. Passengers — Messrs Wilson, Baker, and Heath. bbox=[14, 127, 160, 180]
furnish-heading: HOUSES FURNISHED ON TIME PAYMENTS. bbox=[27, 506, 147, 525]
where-text: JUST at this time it is an important question to know where to buy the best Goods for the Least Money. RADCLIFFE & JOUGHIN. bbox=[14, 668, 160, 696]
homoeo-text: FRESH SUPPLIES OF HOMOEOPATHIC MEDICINES CONSTANTLY ARRIVING. bbox=[22, 893, 152, 911]
railway-comm-text: The Railway Commissioners received a deputation at Cambridge. The deputation urged that the traffic to Cambridge was two-thirds of the whole Waikato carrying trade. bbox=[789, 1049, 935, 1085]
avon-text: THE COLLECTOR will attend at Mr Pratt's Store, on FRIDAYS, from 2 till 5, for the purpose of receiving rates. bbox=[324, 906, 470, 933]
roasting-heading: ROASTING A MAORI. bbox=[815, 876, 909, 887]
col3-wanted-ad: WANTED KNOWN — That WALKER, SMITH AND CO. were the Successful Cash Tenderers in the Trust Estate. bbox=[324, 559, 470, 586]
memoranda-text: St. John's Schoolroom — Canterbury Sabbath School Teachers' Association. Theatre Royal, at 8. Provincial Council Chambers — Conversazione. Oddfellows' Hall — Entertainment. bbox=[479, 608, 625, 653]
suckling-heading: Walter Suckling, bbox=[41, 851, 133, 864]
canterbury-text: THE Directors of the above Society are now prepared to RECEIVE APPLICATIONS for LOANS. DEPOSITS received at highest current rates. bbox=[479, 425, 625, 461]
removal-text: MR JAMES STRUTHERS WILLIAMS, Tailor, has REMOVED from Manchester street to temporary premises in Gloucester street. bbox=[324, 790, 470, 818]
phos-sub: FOR GENERAL DEBILITY, DEPRESSION, OR NERVOUS WEAKNESS, &c. bbox=[19, 799, 155, 818]
sf-text: The City of Sydney did not sail for San Francisco till 2.30 this morning, owing to the Zealandia being late. bbox=[789, 94, 935, 122]
